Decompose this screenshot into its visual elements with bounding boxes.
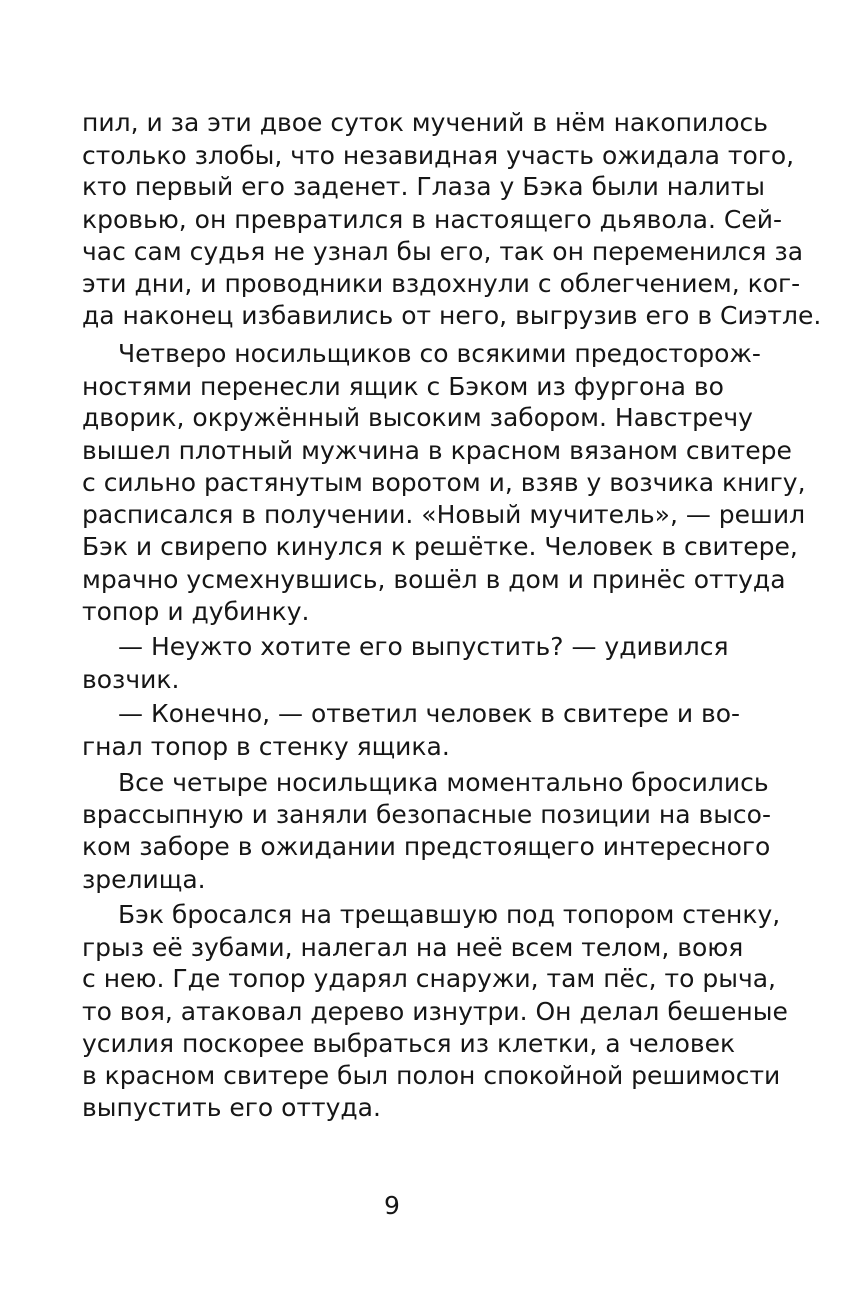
text-line: с нею. Где топор ударял снаружи, там пёс, то рыча, — [82, 964, 777, 993]
text-line: кровью, он превратился в настоящего дьявола. Сей- — [82, 205, 782, 234]
dialogue-line: — Неужто хотите его выпустить? — удивился — [118, 632, 729, 661]
text-line: столько злобы, что незавидная участь ожидала того, — [82, 141, 795, 170]
text-line: усилия поскорее выбраться из клетки, а человек — [82, 1029, 736, 1058]
text-line: в красном свитере был полон спокойной решимости — [82, 1061, 781, 1090]
text-line: то воя, атаковал дерево изнутри. Он делал бешеные — [82, 997, 788, 1026]
text-line: эти дни, и проводники вздохнули с облегчением, ког- — [82, 269, 801, 298]
text-line: грыз её зубами, налегал на неё всем телом, воюя — [82, 933, 744, 962]
text-line: выпустить его оттуда. — [82, 1093, 381, 1122]
paragraph-first-line: Четверо носильщиков со всякими предосторож- — [118, 339, 761, 368]
text-line: возчик. — [82, 665, 180, 694]
text-line: да наконец избавились от него, выгрузив его в Сиэтле. — [82, 301, 822, 330]
text-line: Бэк и свирепо кинулся к решётке. Человек в свитере, — [82, 532, 798, 561]
text-line: расписался в получении. «Новый мучитель», — решил — [82, 500, 806, 529]
text-line: топор и дубинку. — [82, 597, 310, 626]
text-line: зрелища. — [82, 865, 206, 894]
text-line: ком заборе в ожидании предстоящего интересного — [82, 832, 771, 861]
dialogue-line: — Конечно, — ответил человек в свитере и во- — [118, 699, 741, 728]
text-line: с сильно растянутым воротом и, взяв у возчика книгу, — [82, 468, 806, 497]
text-line: ностями перенесли ящик с Бэком из фургона во — [82, 372, 724, 401]
text-line: час сам судья не узнал бы его, так он переменился за — [82, 237, 804, 266]
text-line: кто первый его заденет. Глаза у Бэка были налиты — [82, 172, 765, 201]
text-line: гнал топор в стенку ящика. — [82, 732, 450, 761]
page-number: 9 — [384, 1191, 400, 1220]
text-line: вышел плотный мужчина в красном вязаном свитере — [82, 436, 792, 465]
text-line: мрачно усмехнувшись, вошёл в дом и принёс оттуда — [82, 565, 786, 594]
paragraph-first-line: Бэк бросался на трещавшую под топором стенку, — [118, 900, 781, 929]
paragraph-first-line: Все четыре носильщика моментально бросились — [118, 768, 769, 797]
text-line: врассыпную и заняли безопасные позиции на высо- — [82, 800, 771, 829]
text-line: пил, и за эти двое суток мучений в нём накопилось — [82, 108, 768, 137]
text-line: дворик, окружённый высоким забором. Навстречу — [82, 403, 753, 432]
